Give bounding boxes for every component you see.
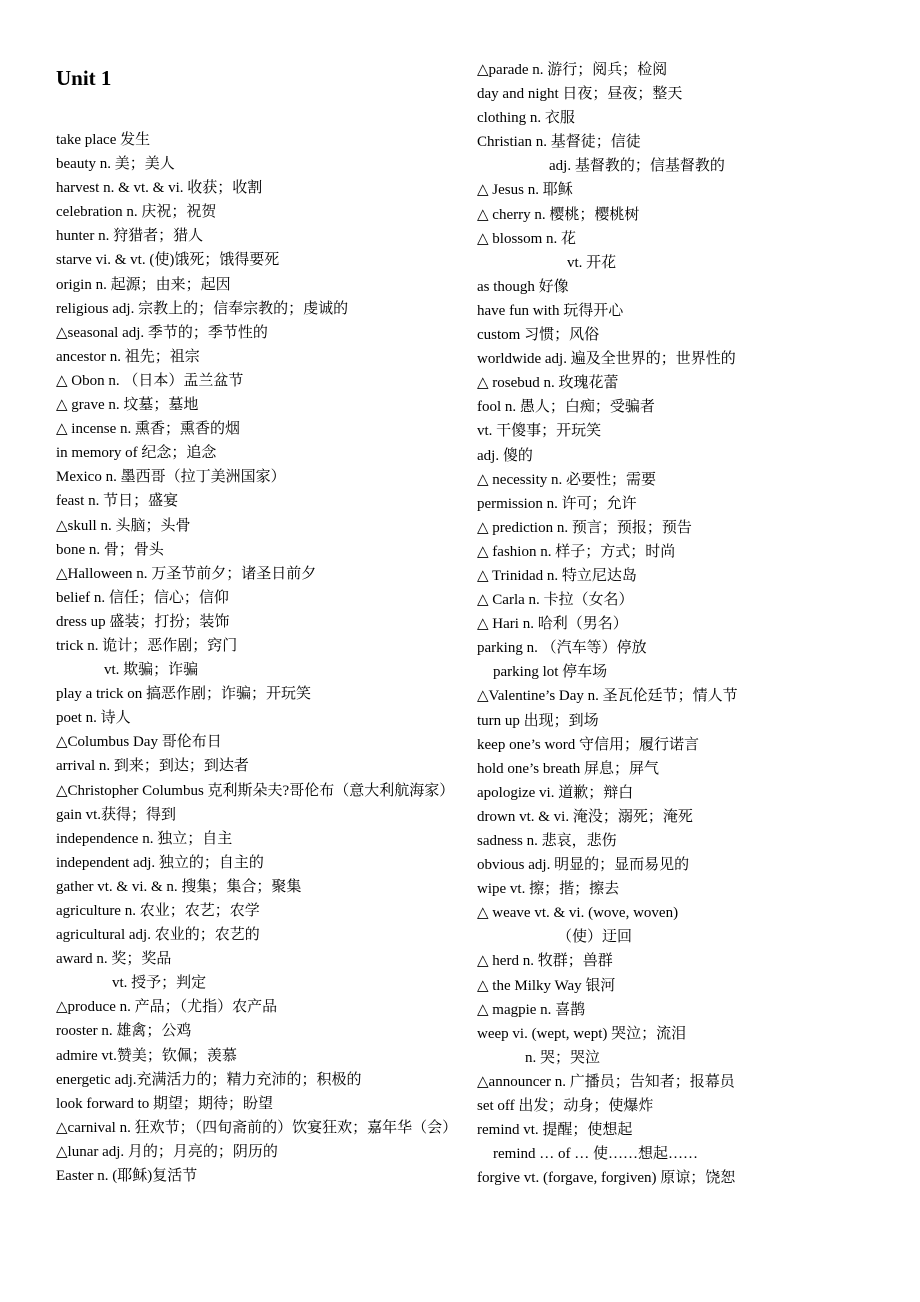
vocab-entry: turn up 出现；到场 <box>477 712 599 729</box>
vocab-column-left <box>56 128 466 1188</box>
vocab-entry: clothing n. 衣服 <box>477 110 575 127</box>
vocab-entry: Easter n. (耶稣)复活节 <box>56 1168 198 1185</box>
vocab-entry: dress up 盛装；打扮；装饰 <box>56 613 230 630</box>
vocab-entry: vt. 干傻事；开玩笑 <box>477 423 602 440</box>
vocab-column-right <box>477 58 907 1190</box>
vocab-entry: bone n. 骨；骨头 <box>56 541 164 558</box>
vocab-entry: △announcer n. 广播员；告知者；报幕员 <box>477 1073 735 1090</box>
vocab-entry: △ fashion n. 样子；方式；时尚 <box>477 543 676 560</box>
vocab-entry: day and night 日夜；昼夜；整天 <box>477 86 683 103</box>
vocab-entry: agriculture n. 农业；农艺；农学 <box>56 903 260 919</box>
vocab-entry: belief n. 信任；信心；信仰 <box>56 589 229 606</box>
vocab-entry: △ incense n. 熏香；熏香的烟 <box>56 421 241 438</box>
vocab-entry: independence n. 独立；自主 <box>56 830 233 847</box>
vocab-entry: as though 好像 <box>477 278 569 295</box>
vocab-entry: △ the Milky Way 银河 <box>477 977 616 994</box>
vocab-entry: △ Obon n. （日本）盂兰盆节 <box>56 372 244 389</box>
vocab-entry: △ necessity n. 必要性；需要 <box>477 471 657 488</box>
vocab-entry: adj. 傻的 <box>477 447 533 464</box>
vocab-entry: weep vi. (wept, wept) 哭泣；流泪 <box>477 1025 687 1042</box>
vocab-entry: △carnival n. 狂欢节；（四旬斋前的）饮宴狂欢；嘉年华（会） <box>56 1119 458 1136</box>
vocab-entry: wipe vt. 擦；揩；擦去 <box>477 881 620 898</box>
vocab-entry: poet n. 诗人 <box>56 710 131 727</box>
vocab-entry-sub: vt. 开花 <box>567 254 617 271</box>
vocab-entry: △ Carla n. 卡拉（女名） <box>477 592 634 609</box>
vocab-entry: △ Hari n. 哈利（男名） <box>477 616 628 633</box>
vocab-entry: △Halloween n. 万圣节前夕；诸圣日前夕 <box>56 565 317 582</box>
vocab-entry: sadness n. 悲哀，悲伤 <box>477 833 617 849</box>
vocab-entry: ancestor n. 祖先；祖宗 <box>56 348 200 365</box>
vocab-entry: agricultural adj. 农业的；农艺的 <box>56 927 260 944</box>
vocab-entry: △ cherry n. 樱桃；樱桃树 <box>477 206 640 223</box>
vocab-entry: harvest n. & vt. & vi. 收获；收割 <box>56 180 263 197</box>
vocab-entry: hold one’s breath 屏息；屏气 <box>477 760 660 777</box>
vocab-entry: △ herd n. 牧群；兽群 <box>477 953 613 970</box>
vocab-entry: set off 出发；动身；使爆炸 <box>477 1098 654 1115</box>
vocab-entry-sub: remind … of … 使……想起…… <box>493 1146 698 1163</box>
vocab-entry: △Christopher Columbus 克利斯朵夫?哥伦布（意大利航海家） <box>56 782 455 799</box>
vocab-entry-sub: vt. 授予；判定 <box>112 975 207 992</box>
vocab-entry: gather vt. & vi. & n. 搜集；集合；聚集 <box>56 878 302 895</box>
vocab-entry: drown vt. & vi. 淹没；溺死；淹死 <box>477 808 693 825</box>
vocab-entry: have fun with 玩得开心 <box>477 302 624 319</box>
vocab-entry: play a trick on 搞恶作剧；诈骗；开玩笑 <box>56 686 311 703</box>
vocab-entry: △ grave n. 坟墓；墓地 <box>56 397 199 414</box>
vocab-entry-sub: adj. 基督教的；信基督教的 <box>549 158 725 175</box>
vocab-entry: keep one’s word 守信用；履行诺言 <box>477 736 700 753</box>
vocab-entry: △ blossom n. 花 <box>477 230 577 247</box>
vocab-entry: worldwide adj. 遍及全世界的；世界性的 <box>477 351 736 368</box>
vocab-entry: trick n. 诡计；恶作剧；窍门 <box>56 637 238 654</box>
vocab-entry: △Valentine’s Day n. 圣瓦伦廷节；情人节 <box>477 688 738 705</box>
vocab-entry: starve vi. & vt. (使)饿死；饿得要死 <box>56 252 280 269</box>
vocab-entry: rooster n. 雄禽；公鸡 <box>56 1023 192 1040</box>
vocab-entry: △parade n. 游行；阅兵；检阅 <box>477 62 668 78</box>
vocab-entry: △ weave vt. & vi. (wove, woven) <box>477 905 679 922</box>
vocab-entry: hunter n. 狩猎者；猎人 <box>56 228 204 245</box>
vocab-entry: award n. 奖；奖品 <box>56 951 172 968</box>
vocab-entry: parking n. （汽车等）停放 <box>477 640 647 657</box>
vocab-entry: Christian n. 基督徒；信徒 <box>477 134 641 151</box>
vocab-entry: beauty n. 美；美人 <box>56 156 175 173</box>
vocab-entry: △ prediction n. 预言；预报；预告 <box>477 519 692 536</box>
vocab-entry: forgive vt. (forgave, forgiven) 原谅；饶恕 <box>477 1170 736 1187</box>
vocab-entry: gain vt.获得；得到 <box>56 806 176 823</box>
vocab-entry: △lunar adj. 月的；月亮的；阴历的 <box>56 1143 278 1160</box>
unit-title: Unit 1 <box>56 66 112 90</box>
vocab-entry: look forward to 期望；期待；盼望 <box>56 1095 274 1112</box>
vocab-entry: obvious adj. 明显的；显而易见的 <box>477 857 690 874</box>
vocab-entry: apologize vi. 道歉；辩白 <box>477 784 634 801</box>
vocab-entry: △Columbus Day 哥伦布日 <box>56 734 222 751</box>
vocab-entry: △skull n. 头脑；头骨 <box>56 517 191 534</box>
vocab-entry: △produce n. 产品；（尤指）农产品 <box>56 999 278 1016</box>
vocab-entry: take place 发生 <box>56 132 151 148</box>
vocab-entry: origin n. 起源；由来；起因 <box>56 276 231 293</box>
vocab-entry: △ rosebud n. 玫瑰花蕾 <box>477 375 619 392</box>
vocab-entry: △seasonal adj. 季节的；季节性的 <box>56 324 268 341</box>
vocab-entry: custom 习惯；风俗 <box>477 327 600 344</box>
vocab-entry: arrival n. 到来；到达；到达者 <box>56 758 249 775</box>
vocab-entry: Mexico n. 墨西哥（拉丁美洲国家） <box>56 469 286 486</box>
vocab-entry-sub: （使）迂回 <box>557 929 633 946</box>
vocab-entry: △ Trinidad n. 特立尼达岛 <box>477 567 637 584</box>
vocab-entry: remind vt. 提醒；使想起 <box>477 1122 633 1139</box>
vocab-entry-sub: n. 哭；哭泣 <box>525 1049 601 1066</box>
vocab-entry: fool n. 愚人；白痴；受骗者 <box>477 399 655 416</box>
vocab-entry: religious adj. 宗教上的；信奉宗教的；虔诚的 <box>56 300 349 317</box>
vocab-entry: in memory of 纪念；追念 <box>56 445 217 462</box>
vocab-entry: feast n. 节日；盛宴 <box>56 493 179 510</box>
vocab-entry: admire vt.赞美；钦佩；羡慕 <box>56 1047 237 1064</box>
vocab-entry: △ magpie n. 喜鹊 <box>477 1001 586 1018</box>
vocab-entry-sub: vt. 欺骗；诈骗 <box>104 662 199 679</box>
vocab-entry: permission n. 许可；允许 <box>477 495 637 512</box>
vocab-entry: energetic adj.充满活力的；精力充沛的；积极的 <box>56 1071 362 1088</box>
vocab-entry: independent adj. 独立的；自主的 <box>56 854 264 871</box>
vocab-entry: celebration n. 庆祝；祝贺 <box>56 204 217 221</box>
vocab-entry: △ Jesus n. 耶稣 <box>477 182 573 199</box>
vocab-entry-sub: parking lot 停车场 <box>493 664 608 681</box>
